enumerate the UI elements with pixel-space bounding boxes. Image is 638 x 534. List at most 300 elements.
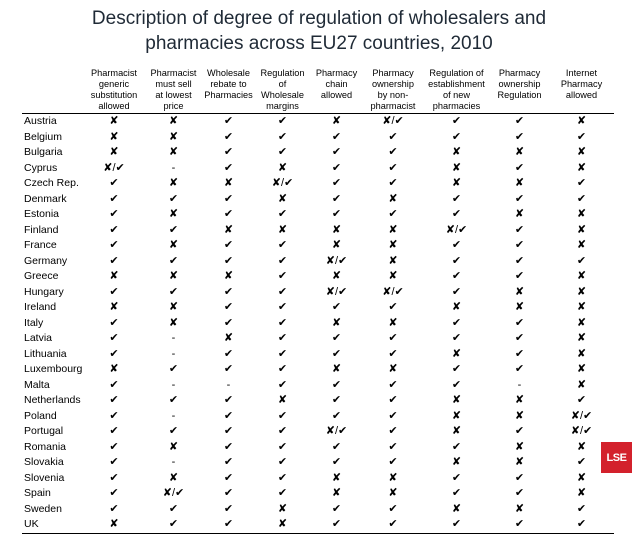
- column-header-line: ownership: [498, 78, 541, 89]
- country-name: Belgium: [24, 130, 62, 143]
- regulation-mark: ✔: [331, 347, 342, 360]
- regulation-mark: ✔: [277, 115, 288, 128]
- regulation-mark: ✘: [388, 254, 398, 267]
- regulation-mark: ✔: [514, 130, 525, 143]
- regulation-mark: ✔: [451, 130, 462, 143]
- regulation-mark: ✔: [388, 347, 398, 360]
- table-row: [22, 130, 614, 146]
- regulation-mark: ✔: [277, 440, 288, 453]
- title-line-2: pharmacies across EU27 countries, 2010: [145, 33, 493, 54]
- country-name: Luxembourg: [24, 363, 83, 376]
- regulation-mark: -: [171, 332, 176, 345]
- regulation-mark: ✔: [223, 363, 234, 376]
- regulation-mark: ✘/✔: [570, 425, 593, 438]
- regulation-mark: ✘: [576, 347, 587, 360]
- header-row: [22, 66, 614, 114]
- regulation-mark: ✘/✔: [271, 177, 294, 190]
- regulation-mark: ✔: [223, 115, 234, 128]
- regulation-mark: ✘: [451, 301, 462, 314]
- country-name: Denmark: [24, 192, 67, 205]
- regulation-mark: -: [517, 378, 522, 391]
- regulation-mark: ✔: [223, 471, 234, 484]
- regulation-mark: ✔: [277, 363, 288, 376]
- regulation-mark: ✘: [331, 487, 342, 500]
- regulation-mark: ✘: [168, 301, 179, 314]
- table-row: [22, 114, 614, 130]
- column-header-line: [491, 101, 548, 112]
- regulation-mark: ✔: [168, 192, 179, 205]
- regulation-mark: ✔: [223, 146, 234, 159]
- table-row: [22, 192, 614, 208]
- table-row: [22, 238, 614, 254]
- regulation-mark: ✘: [168, 208, 179, 221]
- regulation-mark: ✔: [223, 285, 234, 298]
- regulation-mark: ✘: [514, 146, 525, 159]
- lse-logo: LSE: [601, 442, 632, 473]
- regulation-mark: ✘: [451, 394, 462, 407]
- regulation-mark: ✘: [277, 161, 288, 174]
- regulation-mark: ✔: [223, 409, 234, 422]
- regulation-mark: ✘: [451, 456, 462, 469]
- regulation-mark: ✘/✔: [325, 285, 348, 298]
- regulation-mark: ✔: [514, 363, 525, 376]
- column-header-line: Wholesale: [261, 89, 304, 100]
- regulation-mark: ✘: [109, 146, 119, 159]
- table-row: [22, 455, 614, 471]
- regulation-mark: ✔: [277, 471, 288, 484]
- country-name: Romania: [24, 440, 67, 453]
- regulation-mark: ✘: [168, 146, 179, 159]
- column-header: [363, 66, 423, 114]
- regulation-mark: ✘: [451, 425, 462, 438]
- table-row: [22, 393, 614, 409]
- regulation-mark: ✘: [514, 440, 525, 453]
- country-name: Netherlands: [24, 394, 81, 407]
- regulation-mark: ✘: [109, 270, 119, 283]
- regulation-mark: ✔: [451, 378, 462, 391]
- table-row: [22, 362, 614, 378]
- regulation-mark: ✔: [223, 130, 234, 143]
- column-header-line: generic: [98, 78, 130, 89]
- regulation-mark: ✔: [223, 394, 234, 407]
- regulation-mark: ✔: [576, 177, 587, 190]
- regulation-mark: ✔: [331, 177, 342, 190]
- regulation-mark: ✘: [576, 161, 587, 174]
- regulation-mark: ✘: [168, 471, 179, 484]
- regulation-table: [22, 66, 614, 534]
- regulation-mark: ✘: [331, 316, 342, 329]
- regulation-mark: ✔: [388, 409, 398, 422]
- regulation-mark: ✘: [223, 332, 234, 345]
- regulation-mark: ✔: [388, 440, 398, 453]
- regulation-mark: ✘: [168, 440, 179, 453]
- table-row: [22, 409, 614, 425]
- regulation-mark: ✔: [168, 502, 179, 515]
- column-header-line: chain: [325, 78, 348, 89]
- table-row: [22, 486, 614, 502]
- title-line-1: Description of degree of regulation of wholesalers and: [91, 8, 547, 29]
- regulation-mark: ✘/✔: [382, 115, 404, 128]
- regulation-mark: ✔: [514, 425, 525, 438]
- country-column-header: [22, 66, 83, 114]
- column-header-line: margins: [266, 100, 299, 111]
- column-header-line: [311, 101, 362, 112]
- regulation-mark: -: [226, 378, 231, 391]
- regulation-mark: ✔: [223, 316, 234, 329]
- regulation-mark: ✔: [109, 487, 119, 500]
- regulation-mark: ✘: [451, 347, 462, 360]
- regulation-mark: ✘/✔: [325, 425, 348, 438]
- regulation-mark: ✘/✔: [445, 223, 468, 236]
- regulation-mark: ✔: [223, 487, 234, 500]
- regulation-mark: ✘: [576, 239, 587, 252]
- regulation-mark: ✔: [576, 192, 587, 205]
- regulation-mark: ✘: [331, 363, 342, 376]
- regulation-mark: ✔: [223, 301, 234, 314]
- regulation-mark: ✔: [576, 456, 587, 469]
- regulation-mark: ✔: [451, 487, 462, 500]
- regulation-mark: ✘: [576, 115, 587, 128]
- column-header-line: pharmacist: [370, 100, 416, 111]
- regulation-mark: ✔: [576, 502, 587, 515]
- regulation-mark: ✘: [576, 285, 587, 298]
- country-name: Poland: [24, 409, 57, 422]
- regulation-mark: ✔: [168, 363, 179, 376]
- table-row: [22, 176, 614, 192]
- regulation-mark: ✔: [514, 239, 525, 252]
- regulation-mark: ✘: [514, 177, 525, 190]
- regulation-mark: ✘: [576, 378, 587, 391]
- table-row: [22, 145, 614, 161]
- regulation-mark: -: [171, 161, 176, 174]
- regulation-mark: ✔: [451, 440, 462, 453]
- regulation-mark: ✔: [388, 161, 398, 174]
- column-header: [202, 66, 255, 114]
- regulation-mark: ✘: [388, 471, 398, 484]
- column-header-line: must sell: [155, 78, 192, 89]
- column-header: [310, 66, 363, 114]
- regulation-mark: ✔: [109, 192, 119, 205]
- regulation-mark: ✔: [451, 363, 462, 376]
- regulation-mark: ✘: [514, 208, 525, 221]
- regulation-mark: ✔: [331, 409, 342, 422]
- regulation-mark: ✔: [576, 254, 587, 267]
- regulation-mark: ✔: [388, 208, 398, 221]
- regulation-mark: ✘: [576, 208, 587, 221]
- regulation-mark: ✔: [331, 301, 342, 314]
- regulation-mark: ✔: [514, 471, 525, 484]
- country-name: Bulgaria: [24, 146, 63, 159]
- regulation-mark: ✔: [310, 517, 363, 533]
- regulation-mark: ✔: [331, 146, 342, 159]
- regulation-mark: ✘/✔: [325, 254, 348, 267]
- table-row: [22, 347, 614, 363]
- regulation-mark: ✔: [277, 208, 288, 221]
- regulation-mark: ✘: [168, 130, 179, 143]
- regulation-mark: ✔: [331, 394, 342, 407]
- regulation-mark: ✘/✔: [570, 409, 593, 422]
- regulation-mark: -: [171, 456, 176, 469]
- regulation-mark: ✔: [223, 208, 234, 221]
- regulation-mark: ✔: [277, 130, 288, 143]
- column-header-line: of new: [442, 89, 471, 100]
- table-row: [22, 207, 614, 223]
- country-name: Ireland: [24, 301, 57, 314]
- regulation-mark: ✔: [277, 332, 288, 345]
- column-header: [490, 66, 549, 114]
- regulation-mark: ✔: [223, 161, 234, 174]
- regulation-mark: ✘: [388, 363, 398, 376]
- regulation-mark: ✔: [451, 239, 462, 252]
- column-header: [549, 66, 614, 114]
- country-name: Latvia: [24, 332, 53, 345]
- regulation-mark: ✔: [514, 347, 525, 360]
- table-row: [22, 424, 614, 440]
- regulation-mark: ✔: [277, 301, 288, 314]
- regulation-mark: ✔: [145, 517, 202, 533]
- regulation-mark: ✔: [514, 192, 525, 205]
- regulation-mark: ✘: [223, 223, 234, 236]
- regulation-mark: ✘: [451, 146, 462, 159]
- regulation-mark: ✘: [331, 115, 342, 128]
- regulation-mark: ✔: [331, 378, 342, 391]
- regulation-mark: ✔: [277, 285, 288, 298]
- country-name: Slovakia: [24, 456, 64, 469]
- regulation-mark: ✔: [277, 378, 288, 391]
- regulation-mark: ✘: [388, 487, 398, 500]
- regulation-mark: ✔: [168, 285, 179, 298]
- regulation-mark: ✔: [109, 471, 119, 484]
- column-header-line: Internet: [565, 67, 598, 78]
- column-header-line: [203, 101, 254, 112]
- regulation-mark: ✔: [109, 285, 119, 298]
- regulation-mark: ✘: [388, 223, 398, 236]
- regulation-mark: ✔: [223, 425, 234, 438]
- regulation-mark: ✘: [331, 223, 342, 236]
- regulation-mark: ✔: [514, 316, 525, 329]
- column-header-line: Pharmacy: [498, 67, 541, 78]
- regulation-mark: ✔: [514, 487, 525, 500]
- column-header-line: allowed: [320, 89, 353, 100]
- regulation-mark: ✔: [514, 161, 525, 174]
- table-row: [22, 300, 614, 316]
- regulation-mark: ✘: [331, 471, 342, 484]
- regulation-mark: ✘: [451, 161, 462, 174]
- regulation-mark: ✘: [255, 517, 310, 533]
- country-name: Finland: [24, 223, 59, 236]
- table-row: [22, 440, 614, 456]
- regulation-mark: ✘: [109, 130, 119, 143]
- country-name: UK: [22, 517, 83, 533]
- country-name: Italy: [24, 316, 44, 329]
- column-header-line: Regulation: [497, 89, 542, 100]
- page-title: [0, 6, 638, 56]
- regulation-mark: ✔: [109, 394, 119, 407]
- regulation-mark: ✔: [331, 208, 342, 221]
- regulation-mark: ✔: [109, 456, 119, 469]
- country-name: Cyprus: [24, 161, 58, 174]
- regulation-mark: ✘: [514, 301, 525, 314]
- regulation-mark: ✘: [514, 394, 525, 407]
- column-header-line: Pharmacy: [372, 67, 414, 78]
- regulation-mark: ✔: [451, 115, 462, 128]
- regulation-mark: ✔: [451, 332, 462, 345]
- regulation-mark: ✔: [423, 517, 490, 533]
- regulation-mark: ✘: [576, 146, 587, 159]
- column-header-line: Regulation: [260, 67, 305, 78]
- regulation-mark: ✔: [451, 254, 462, 267]
- regulation-mark: ✘: [576, 471, 587, 484]
- regulation-mark: ✔: [109, 409, 119, 422]
- column-header-line: price: [163, 100, 184, 111]
- regulation-mark: ✘: [576, 363, 587, 376]
- country-name: Czech Rep.: [24, 177, 79, 190]
- regulation-mark: ✔: [388, 502, 398, 515]
- regulation-mark: ✔: [277, 270, 288, 283]
- regulation-mark: ✘: [514, 502, 525, 515]
- regulation-mark: ✔: [277, 239, 288, 252]
- regulation-mark: ✔: [109, 316, 119, 329]
- regulation-mark: ✘: [576, 316, 587, 329]
- regulation-mark: ✘: [576, 301, 587, 314]
- table-row: [22, 517, 614, 533]
- regulation-mark: ✔: [168, 394, 179, 407]
- regulation-mark: ✔: [451, 208, 462, 221]
- regulation-mark: ✘: [514, 285, 525, 298]
- regulation-mark: ✘: [83, 517, 145, 533]
- regulation-mark: ✔: [388, 378, 398, 391]
- table-row: [22, 331, 614, 347]
- country-name: Austria: [24, 115, 57, 128]
- regulation-mark: ✔: [277, 347, 288, 360]
- regulation-mark: ✔: [514, 270, 525, 283]
- regulation-mark: ✔: [331, 192, 342, 205]
- column-header-line: [550, 101, 613, 112]
- country-name: Lithuania: [24, 347, 67, 360]
- regulation-mark: ✔: [168, 254, 179, 267]
- column-header: [83, 66, 145, 114]
- column-header-line: ownership: [372, 78, 414, 89]
- regulation-mark: ✔: [277, 254, 288, 267]
- column-header-line: Wholesale: [207, 67, 250, 78]
- column-header-line: Regulation of: [429, 67, 484, 78]
- regulation-mark: ✔: [109, 254, 119, 267]
- country-name: Malta: [24, 378, 50, 391]
- regulation-mark: ✔: [451, 316, 462, 329]
- country-name: Estonia: [24, 208, 60, 221]
- column-header-line: allowed: [565, 89, 598, 100]
- column-header-line: Pharmacist: [150, 67, 197, 78]
- column-header-line: allowed: [98, 100, 130, 111]
- column-header-line: Pharmacy: [315, 67, 358, 78]
- regulation-mark: ✘: [109, 115, 119, 128]
- regulation-mark: ✔: [514, 223, 525, 236]
- regulation-mark: ✘: [168, 270, 179, 283]
- column-header-line: establishment: [428, 78, 485, 89]
- column-header-line: Pharmacy: [560, 78, 603, 89]
- regulation-mark: ✘: [388, 270, 398, 283]
- column-header-line: Pharmacies: [204, 89, 253, 100]
- column-header-line: at lowest: [155, 89, 192, 100]
- regulation-mark: ✔: [223, 192, 234, 205]
- regulation-mark: ✔: [202, 517, 255, 533]
- regulation-mark: ✘: [223, 177, 234, 190]
- regulation-mark: ✔: [223, 502, 234, 515]
- regulation-mark: ✘: [576, 487, 587, 500]
- column-header: [423, 66, 490, 114]
- regulation-mark: ✔: [223, 254, 234, 267]
- regulation-mark: ✔: [109, 177, 119, 190]
- regulation-mark: ✘: [576, 270, 587, 283]
- regulation-mark: ✔: [109, 502, 119, 515]
- regulation-mark: ✘: [168, 115, 179, 128]
- regulation-mark: ✘: [514, 456, 525, 469]
- regulation-mark: ✔: [451, 192, 462, 205]
- regulation-mark: ✔: [451, 270, 462, 283]
- regulation-mark: ✔: [109, 332, 119, 345]
- regulation-mark: ✔: [331, 130, 342, 143]
- regulation-mark: ✘: [277, 394, 288, 407]
- regulation-mark: ✔: [388, 130, 398, 143]
- regulation-mark: ✘: [277, 502, 288, 515]
- country-name: France: [24, 239, 57, 252]
- regulation-mark: ✘: [451, 409, 462, 422]
- regulation-mark: ✘: [388, 192, 398, 205]
- regulation-mark: -: [171, 347, 176, 360]
- table-row: [22, 502, 614, 518]
- table-row: [22, 471, 614, 487]
- country-name: Sweden: [24, 502, 62, 515]
- regulation-mark: ✔: [451, 471, 462, 484]
- regulation-mark: ✘: [109, 363, 119, 376]
- regulation-mark: ✘: [168, 177, 179, 190]
- regulation-mark: ✘: [331, 270, 342, 283]
- regulation-mark: ✔: [514, 254, 525, 267]
- regulation-mark: ✔: [277, 456, 288, 469]
- column-header-line: rebate to: [210, 78, 247, 89]
- regulation-mark: ✘: [277, 223, 288, 236]
- regulation-mark: ✔: [363, 517, 423, 533]
- regulation-mark: ✔: [576, 394, 587, 407]
- column-header-line: substitution: [90, 89, 138, 100]
- regulation-mark: ✔: [331, 332, 342, 345]
- regulation-mark: ✔: [109, 223, 119, 236]
- regulation-mark: ✔: [223, 347, 234, 360]
- regulation-mark: ✘/✔: [382, 285, 404, 298]
- regulation-mark: ✔: [109, 440, 119, 453]
- regulation-mark: ✘: [576, 332, 587, 345]
- column-header-line: by non-: [377, 89, 409, 100]
- regulation-mark: ✘: [388, 316, 398, 329]
- regulation-mark: ✔: [388, 425, 398, 438]
- regulation-mark: ✔: [331, 161, 342, 174]
- regulation-mark: ✘: [388, 239, 398, 252]
- regulation-mark: ✘: [168, 239, 179, 252]
- country-name: Spain: [24, 487, 51, 500]
- regulation-mark: -: [171, 378, 176, 391]
- table-row: [22, 316, 614, 332]
- regulation-mark: ✔: [451, 285, 462, 298]
- regulation-mark: ✔: [109, 208, 119, 221]
- regulation-mark: ✔: [576, 130, 587, 143]
- column-header-line: of: [278, 78, 287, 89]
- column-header-line: pharmacies: [432, 100, 481, 111]
- country-name: Germany: [24, 254, 68, 267]
- regulation-mark: ✔: [331, 440, 342, 453]
- regulation-mark: ✘: [277, 192, 288, 205]
- column-header: [255, 66, 310, 114]
- regulation-mark: ✔: [514, 332, 525, 345]
